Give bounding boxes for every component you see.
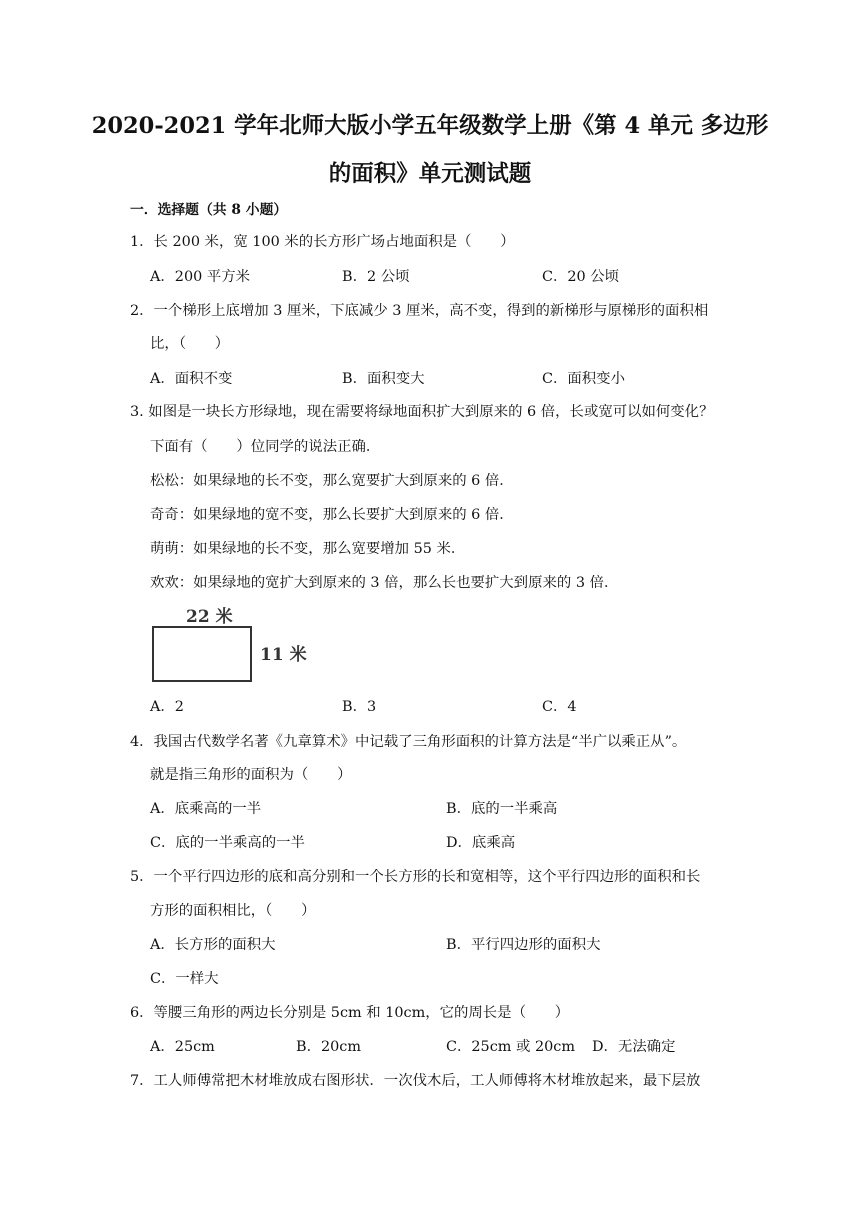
- q6-option-d: D．无法确定: [592, 1039, 676, 1055]
- q6-option-b: B．20cm: [296, 1039, 361, 1055]
- q3-option-a: A．2: [150, 699, 184, 715]
- section-heading: 一．选择题（共 8 小题）: [130, 202, 288, 218]
- q3-statement-songsong: 松松：如果绿地的长不变，那么宽要扩大到原来的 6 倍．: [150, 473, 514, 489]
- q1-option-b: B．2 公顷: [342, 269, 410, 285]
- q4-option-c: C．底的一半乘高的一半: [150, 835, 305, 851]
- q1-option-c: C．20 公顷: [542, 269, 620, 285]
- question-4-stem-line-2: 就是指三角形的面积为（ ）: [150, 767, 352, 783]
- rectangle-figure: [150, 602, 310, 686]
- question-5-stem-line-2: 方形的面积相比，（ ）: [150, 903, 316, 919]
- q4-option-b: B．底的一半乘高: [446, 801, 558, 817]
- figure-width-label: 11 米: [260, 645, 307, 665]
- question-7-stem: 7．工人师傅常把木材堆放成右图形状．一次伐木后，工人师傅将木材堆放起来，最下层放: [130, 1073, 701, 1089]
- q3-statement-huanhuan: 欢欢：如果绿地的宽扩大到原来的 3 倍，那么长也要扩大到原来的 3 倍．: [150, 575, 619, 591]
- q3-option-c: C．4: [542, 699, 577, 715]
- rectangle-shape: [152, 626, 252, 682]
- q5-option-b: B．平行四边形的面积大: [446, 937, 601, 953]
- q2-option-c: C．面积变小: [542, 371, 625, 387]
- q5-option-c: C．一样大: [150, 971, 219, 987]
- q4-option-a: A．底乘高的一半: [150, 801, 262, 817]
- question-2-stem-line-2: 比，（ ）: [150, 336, 230, 352]
- question-5-stem-line-1: 5．一个平行四边形的底和高分别和一个长方形的长和宽相等，这个平行四边形的面积和长: [130, 869, 701, 885]
- question-2-stem-line-1: 2．一个梯形上底增加 3 厘米，下底减少 3 厘米，高不变，得到的新梯形与原梯形的面积相: [130, 303, 709, 319]
- q1-option-a: A．200 平方米: [150, 269, 250, 285]
- doc-title-line-2: 的面积》单元测试题: [328, 161, 532, 187]
- q5-option-a: A．长方形的面积大: [150, 937, 276, 953]
- q2-option-b: B．面积变大: [342, 371, 425, 387]
- question-6-stem: 6．等腰三角形的两边长分别是 5cm 和 10cm，它的周长是（ ）: [130, 1005, 570, 1021]
- q6-option-c: C．25cm 或 20cm: [446, 1039, 575, 1055]
- question-4-stem-line-1: 4．我国古代数学名著《九章算术》中记载了三角形面积的计算方法是“半广以乘正从”。: [130, 734, 687, 750]
- q3-statement-qiqi: 奇奇：如果绿地的宽不变，那么长要扩大到原来的 6 倍．: [150, 507, 514, 523]
- question-3-stem-line-1: 3. 如图是一块长方形绿地，现在需要将绿地面积扩大到原来的 6 倍，长或宽可以如何变化？: [130, 404, 714, 420]
- doc-title-line-1: 2020-2021 学年北师大版小学五年级数学上册《第 4 单元 多边形: [91, 113, 769, 139]
- question-1-stem: 1．长 200 米，宽 100 米的长方形广场占地面积是（ ）: [130, 234, 515, 250]
- q2-option-a: A．面积不变: [150, 371, 233, 387]
- q4-option-d: D．底乘高: [446, 835, 516, 851]
- question-3-stem-line-2: 下面有（ ）位同学的说法正确．: [150, 439, 381, 455]
- q3-option-b: B．3: [342, 699, 377, 715]
- figure-length-label: 22 米: [186, 607, 233, 627]
- q6-option-a: A．25cm: [150, 1039, 215, 1055]
- q3-statement-mengmeng: 萌萌：如果绿地的长不变，那么宽要增加 55 米．: [150, 541, 466, 557]
